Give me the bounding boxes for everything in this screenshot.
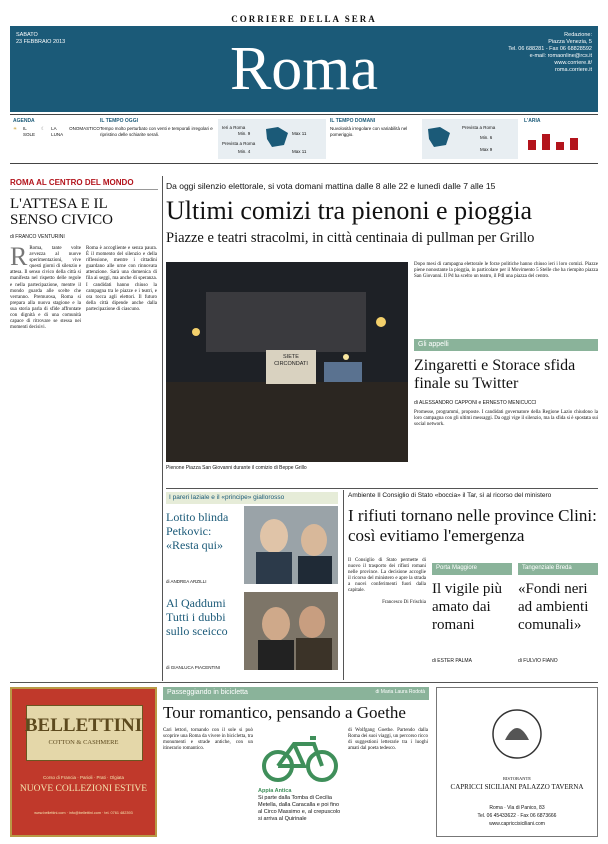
lazio-map-icon [426, 125, 452, 149]
editorial-byline: di FRANCO VENTURINI [10, 234, 65, 240]
editorial-text-a: R Roma, tante volte avvezza al nuove sperimentazioni, vive questi giorni di silenzio e attesa. Il senso civico della città si manifesta nel rispetto delle regole e nella partecipazione, mentre il mondo guarda alle scelte che verranno. Premurosa, Roma si prepara alla nuova stagione e la sua storia parla di sfide affrontate con dignità e di una comunità capace di ritrovare se stessa nei momenti decisivi. [10, 242, 81, 331]
drop-cap: R [10, 242, 28, 271]
editorial-title: L'ATTESA E IL SENSO CIVICO [10, 196, 113, 228]
bellettini-ad [10, 687, 157, 837]
fondi-byline: di FULVIO FIANO [518, 658, 558, 664]
editorial-text-b: Roma è accogliente e senza paura. È il momento del silenzio e della riflessione, mentre i cittadini guardano alle urne con rinnovata attenzione. Sarà una domenica di fila ai seggi, ma anche di speranza. I candidati hanno chiuso la campagna tra le piazze e i teatri, e ora tocca agli elettori. Il futuro della città dipende anche dalla partecipazione di ciascuno. [86, 246, 157, 312]
contacts: Redazione: Piazza Venezia, 5 Tel. 06 688281 - Fax 06 68828592 e-mail: romaonline@rcs.it www.corriere.it/ roma.corriere.it [508, 32, 592, 73]
bellettini-collections: NUOVE COLLEZIONI ESTIVE [19, 784, 148, 794]
section-band-appelli: Gli appelli [414, 339, 598, 351]
lotito-photo [244, 506, 338, 584]
bike-text: Cari lettori, tornando con il sole si può scoprire una Roma da vivere in bicicletta, tra monumenti e strade antiche, con un itinerario romantico. [163, 728, 253, 751]
main-headline: Ultimi comizi tra pienoni e pioggia [166, 196, 533, 225]
bellettini-sub: COTTON & CASHMERE [48, 739, 119, 746]
qaddumi-photo [244, 592, 338, 670]
weather-tomorrow-map: Prevista a Roma Min. 6 Max 9 [422, 119, 518, 159]
rally-photo [166, 262, 408, 462]
twitter-headline: Zingaretti e Storace sfida finale su Twitter [414, 357, 576, 392]
twitter-byline: di ALESSANDRO CAPPONI e ERNESTO MENICUCCI [414, 400, 537, 406]
ambient-headline: I rifiuti tornano nelle province Clini: così evitiamo l'emergenza [348, 506, 597, 545]
twitter-text: Promesse, programmi, proposte. I candidati governatore della Regione Lazio chiudono la loro campagna con gli ultimi messaggi. Da oggi vige il silenzio, ma la sfida si è spostata sui social network. [414, 410, 598, 427]
bellettini-info: www.bellettini.com · info@bellettini.com · tel. 0761 482393 [34, 811, 133, 815]
air-quality-bars [524, 126, 584, 152]
editorial-column [10, 178, 158, 678]
main-kicker: Da oggi silenzio elettorale, si vota domani mattina dalle 8 alle 22 e lunedì dalle 7 alle 15 [166, 181, 496, 191]
lazio-map-icon [264, 125, 290, 149]
bike-headline: Tour romantico, pensando a Goethe [163, 703, 406, 722]
city-banner [10, 26, 598, 112]
weather-today-map: Ieri a Roma Prevista a Roma Min. 9 Min. 4 Max 11 Max 11 [218, 119, 326, 159]
photo-sign: SIETE CIRCONDATI [274, 354, 308, 367]
ambient-text: Il Consiglio di Stato permette di nuovo il trasporto dei rifiuti romani nelle province. La decisione accoglie il ricorso del ministero e apre la strada a nuovi conferimenti fuori dalla capitale. Francesco Di Frischia [348, 558, 426, 605]
qaddumi-headline: Al Qaddumi Tutti i dubbi sullo sceicco [166, 596, 228, 638]
restaurant-ad [436, 687, 598, 837]
fondi-headline: «Fondi neri ad ambienti comunali» [518, 581, 589, 633]
sport-band: I pareri laziale e il «principe» giallorosso [166, 492, 338, 504]
qaddumi-byline: di GIANLUCA PIACENTINI [166, 665, 221, 670]
editorial-rubric: ROMA AL CENTRO DEL MONDO [10, 178, 158, 190]
newspaper-masthead: CORRIERE DELLA SERA [231, 14, 377, 24]
weather-tomorrow: IL TEMPO DOMANI Nuvolosità irregolare con variabilità nel pomeriggio. [330, 118, 408, 137]
main-subheadline: Piazze e teatri stracolmi, in città centinaia di pullman per Grillo [166, 230, 535, 246]
qaddumi-box [166, 592, 338, 676]
restaurant-emblem-icon [487, 706, 547, 762]
lotito-headline: Lotito blinda Petkovic: «Resta qui» [166, 510, 229, 552]
city-title: Roma [229, 35, 379, 103]
vigile-headline: Il vigile più amato dai romani [432, 581, 502, 633]
info-bar [10, 114, 598, 164]
bellettini-brand: BELLETTINI [24, 715, 143, 736]
section-band-porta: Porta Maggiore [432, 563, 512, 575]
sun-icon: ☀ [13, 126, 18, 131]
section-band-bike: Passeggiando in bicicletta di Maria Laura Rodotà [163, 687, 429, 700]
ambient-kicker: Ambiente Il Consiglio di Stato «boccia» il Tar, sì al ricorso del ministero [348, 492, 552, 499]
restaurant-name: RISTORANTE CAPRICCI SICILIANI PALAZZO TAVERNA [450, 776, 584, 791]
bike-text-2: di Wolfgang Goethe. Partendo dalla Roma dei suoi viaggi, un percorso ricco di suggestioni letterarie tra i luoghi amati dal poeta tedesco. [348, 728, 428, 751]
section-band-tangenziale: Tangenziale Breda [518, 563, 598, 575]
air-quality: L'ARIA [524, 118, 594, 154]
bellettini-places: Corso di Francia · Parioli · Prati · Olgiata [42, 775, 125, 780]
issue-date: SABATO 23 FEBBRAIO 2013 [16, 32, 66, 45]
restaurant-address: Roma · Via di Panico, 83 Tel. 06 45433622 · Fax 06 6873666 www.capriccisiciliani.com [477, 805, 557, 827]
photo-caption: Pienone Piazza San Giovanni durante il comizio di Beppe Grillo [166, 465, 307, 471]
agenda-section: AGENDA ☀ IL SOLE ☾ LA LUNA ONOMASTICO [13, 118, 100, 137]
weather-today: IL TEMPO OGGI Tempo molto perturbato con venti e temporali irregolari e ripristino delle schiarite serali. [100, 118, 213, 137]
lotito-box [166, 506, 338, 590]
bicycle-icon [258, 730, 342, 786]
main-body: Dopo mesi di campagna elettorale le forze politiche hanno chiuso ieri i loro comizi. Piazze piene nonostante la pioggia, in particolare per il Movimento 5 Stelle che ha riempito piazza San Giovanni. Il Pd ha scelto un teatro, il Pdl una piazza del centro. [414, 262, 598, 279]
moon-icon: ☾ [41, 126, 46, 131]
lotito-byline: di ANDREA ARZILLI [166, 579, 207, 584]
vigile-byline: di ESTER PALMA [432, 658, 472, 664]
appia-box: Appia Antica Si parte dalla Tomba di Cecilia Metella, dalla Caracalla e poi fino al Circo Massimo e, al crepuscolo si arriva al Quirinale [258, 788, 341, 822]
